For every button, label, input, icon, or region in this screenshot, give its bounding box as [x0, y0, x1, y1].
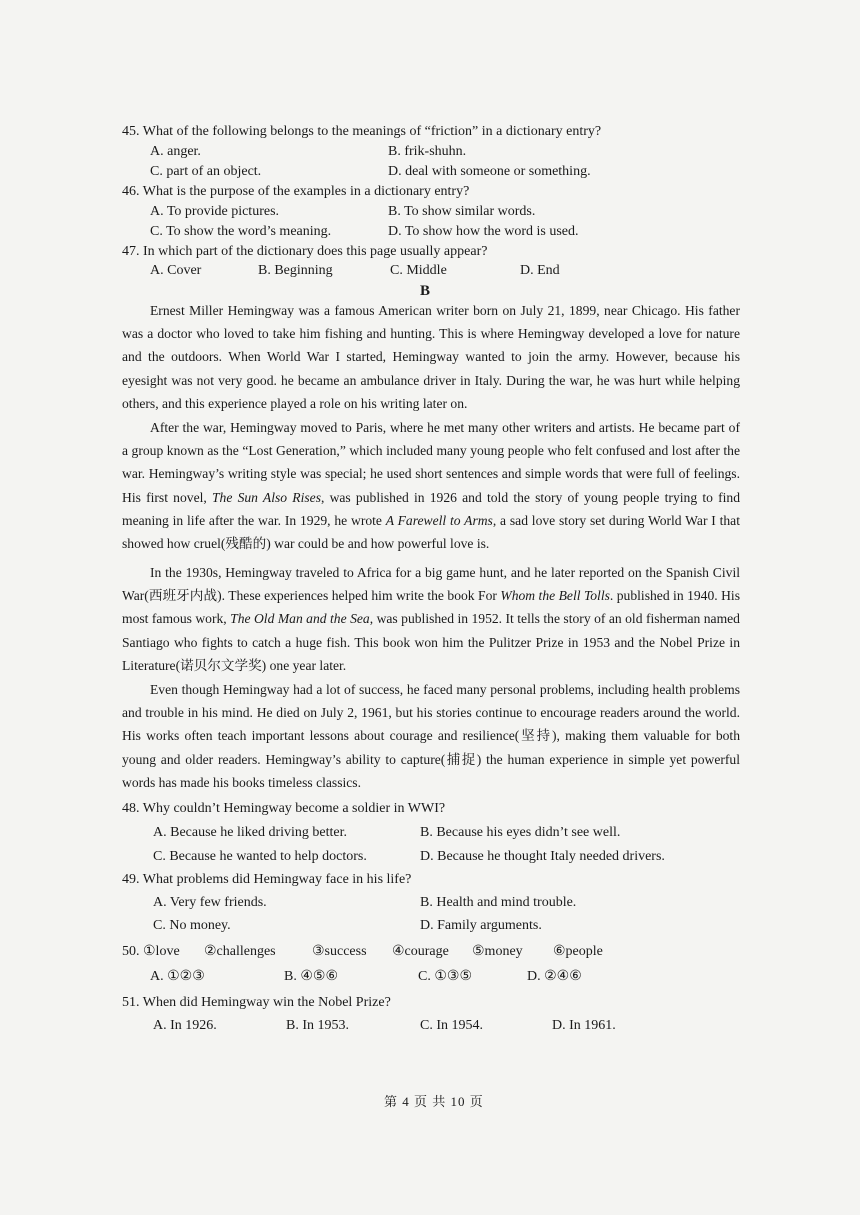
- section-heading: B: [420, 283, 431, 299]
- question-46-option-b: B. To show similar words.: [388, 204, 536, 219]
- question-46-option-a: A. To provide pictures.: [150, 204, 280, 219]
- question-49-option-d: D. Family arguments.: [420, 918, 542, 933]
- paragraph-3-text-a: In the 1930s, Hemingway traveled to Africa for a big game hunt, and he later reported on the Spanish Civil War(西班牙内战). These experiences helped him write the book For: [122, 565, 740, 604]
- question-50-option-a: A. ①②③: [150, 969, 205, 984]
- question-46-stem: 46. What is the purpose of the examples in a dictionary entry?: [122, 184, 470, 199]
- paragraph-2-text-a: After the war, Hemingway moved to Paris, where he met many other writers and artists. He became part of a group known as the “Lost Generation,” which included many young people who felt confused and lost after the war. Hemingway’s writing style was special; he used short sentences and simple words that were full of feelings. His first novel,: [122, 420, 740, 505]
- question-48-option-a: A. Because he liked driving better.: [153, 825, 347, 840]
- question-49-stem: 49. What problems did Hemingway face in his life?: [122, 872, 412, 887]
- question-50-option-b: B. ④⑤⑥: [284, 969, 338, 984]
- question-45-option-a: A. anger.: [150, 144, 201, 159]
- paragraph-2-text-c: , a sad love story set during World War I that showed how cruel(残酷的) war could be and how powerful love is.: [122, 512, 740, 552]
- page-number-footer: 第 4 页 共 10 页: [384, 1094, 484, 1109]
- book-title-farewell-to-arms: A Farewell to Arms: [385, 512, 493, 528]
- paragraph-2-text-b: , was published in 1926 and told the story of young people trying to find meaning in life after the war. In 1929, he wrote: [122, 489, 741, 528]
- paragraph-3-text-b: . published in 1940. His most famous work,: [122, 588, 740, 627]
- question-46-option-d: D. To show how the word is used.: [388, 224, 579, 239]
- question-47-option-a: A. Cover: [150, 263, 202, 278]
- question-50-word-3: ③success: [312, 944, 367, 959]
- question-45-option-d: D. deal with someone or something.: [388, 164, 591, 179]
- question-50-word-4: ④courage: [392, 944, 449, 959]
- passage-paragraph-4: Even though Hemingway had a lot of success, he faced many personal problems, including health problems and trouble in his mind. He died on July 2, 1961, but his stories continue to encourage readers around the world. His works often teach important lessons about courage and resilience(坚持), making them valuable for both young and older readers. Hemingway’s ability to capture(捕捉) the human experience in simple yet powerful words has made his books timeless classics.: [122, 682, 740, 790]
- question-45-option-b: B. frik-shuhn.: [388, 144, 467, 159]
- question-49-option-a: A. Very few friends.: [153, 895, 267, 910]
- question-51-option-c: C. In 1954.: [420, 1018, 483, 1033]
- question-47-option-d: D. End: [520, 263, 560, 278]
- question-49-option-b: B. Health and mind trouble.: [420, 895, 577, 910]
- question-47-stem: 47. In which part of the dictionary does this page usually appear?: [122, 244, 488, 259]
- question-50-word-5: ⑤money: [472, 944, 523, 959]
- question-48-option-b: B. Because his eyes didn’t see well.: [420, 825, 621, 840]
- question-51-option-a: A. In 1926.: [153, 1018, 217, 1033]
- question-50-stem: 50. ①love: [122, 944, 180, 959]
- question-50-word-2: ②challenges: [204, 944, 276, 959]
- question-50-option-d: D. ②④⑥: [527, 969, 582, 984]
- passage-paragraph-2: [122, 416, 740, 555]
- question-46-option-c: C. To show the word’s meaning.: [150, 224, 332, 239]
- book-title-sun-also-rises: The Sun Also Rises: [211, 489, 321, 505]
- question-47-option-b: B. Beginning: [258, 263, 333, 278]
- book-title-old-man-and-the-sea: The Old Man and the Sea: [230, 611, 370, 627]
- question-45-stem: 45. What of the following belongs to the meanings of “friction” in a dictionary entry?: [122, 124, 602, 139]
- question-50-option-c: C. ①③⑤: [418, 969, 472, 984]
- question-48-option-c: C. Because he wanted to help doctors.: [153, 849, 367, 864]
- question-51-option-b: B. In 1953.: [286, 1018, 349, 1033]
- question-51-stem: 51. When did Hemingway win the Nobel Prize?: [122, 995, 391, 1010]
- question-48-stem: 48. Why couldn’t Hemingway become a soldier in WWI?: [122, 801, 446, 816]
- paragraph-3-text-c: , was published in 1952. It tells the story of an old fisherman named Santiago who fights to catch a huge fish. This book won him the Pulitzer Prize in 1953 and the Nobel Prize in Literature(诺贝尔文学奖) one year later.: [122, 611, 740, 673]
- passage-paragraph-1: Ernest Miller Hemingway was a famous American writer born on July 21, 1899, near Chicago. His father was a doctor who loved to take him fishing and hunting. This is where Hemingway developed a love for nature and the outdoors. When World War I started, Hemingway wanted to join the army. However, because his eyesight was not very good. he became an ambulance driver in Italy. During the war, he was hurt while helping others, and this experience played a role on his writing later on.: [122, 303, 740, 411]
- question-47-option-c: C. Middle: [390, 263, 447, 278]
- book-title-whom-the-bell-tolls: Whom the Bell Tolls: [500, 588, 610, 604]
- question-48-option-d: D. Because he thought Italy needed drivers.: [420, 849, 665, 864]
- question-45-option-c: C. part of an object.: [150, 164, 262, 179]
- passage-paragraph-3: [122, 561, 740, 677]
- question-49-option-c: C. No money.: [153, 918, 231, 933]
- question-51-option-d: D. In 1961.: [552, 1018, 616, 1033]
- question-50-word-6: ⑥people: [553, 944, 603, 959]
